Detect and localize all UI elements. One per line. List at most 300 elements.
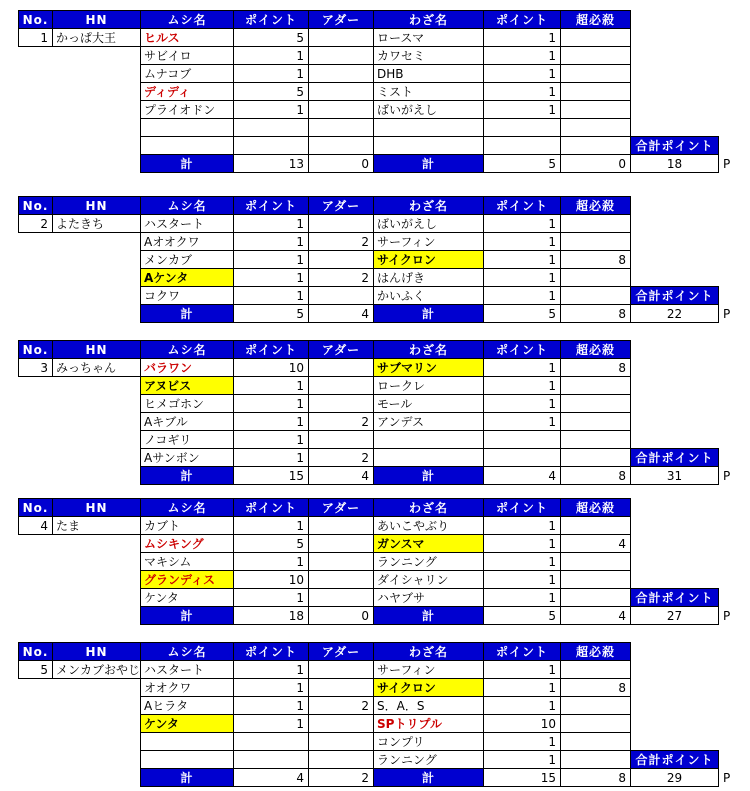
empty-cell [630,100,719,119]
adder-cell: 2 [308,412,374,431]
waza-name-cell: ミスト [373,82,484,101]
total-row [18,466,745,485]
waza-name-cell: サーフィン [373,232,484,251]
player-hn-cell: よたきち [52,214,141,233]
total-row [18,154,745,173]
adder-cell [308,250,374,269]
column-header-hn: HN [52,196,141,215]
bug-points-cell: 1 [233,588,309,607]
waza-points-cell [483,136,561,155]
empty-cell [18,304,53,323]
adder-cell [308,136,374,155]
column-header-no: No. [18,498,53,517]
column-header-adder: アダー [308,340,374,359]
table-row [18,118,745,137]
bug-total-label: 計 [140,606,234,625]
grand-total-value: 27 [630,606,719,625]
bug-points-total: 4 [233,768,309,787]
waza-points-cell: 1 [483,516,561,535]
waza-points-total: 5 [483,304,561,323]
column-header-point: ポイント [233,498,309,517]
empty-cell [18,250,53,269]
empty-cell [18,750,53,769]
adder-cell [308,214,374,233]
empty-cell [18,678,53,697]
header-row [18,642,745,661]
bug-points-cell: 1 [233,64,309,83]
super-kill-cell [560,286,631,305]
empty-cell [18,552,53,571]
waza-points-cell: 1 [483,64,561,83]
empty-cell [18,376,53,395]
column-header-point2: ポイント [483,498,561,517]
empty-cell [630,678,719,697]
waza-name-cell: ハヤブサ [373,588,484,607]
table-row [18,714,745,733]
super-kill-total: 0 [560,154,631,173]
bug-points-cell: 5 [233,82,309,101]
table-row [18,286,745,305]
empty-cell [18,606,53,625]
bug-name-cell: サビイロ [140,46,234,65]
empty-cell [52,768,141,787]
bug-points-cell: 5 [233,28,309,47]
empty-cell [52,750,141,769]
header-row [18,196,745,215]
grand-total-value: 22 [630,304,719,323]
empty-cell [18,696,53,715]
empty-cell [630,516,719,535]
table-row [18,358,745,377]
waza-points-cell: 1 [483,100,561,119]
waza-points-cell: 1 [483,214,561,233]
column-header-hn: HN [52,498,141,517]
waza-points-cell: 1 [483,82,561,101]
waza-points-cell: 10 [483,714,561,733]
empty-cell [52,696,141,715]
empty-cell [52,606,141,625]
column-header-adder: アダー [308,642,374,661]
super-kill-cell: 4 [560,534,631,553]
super-kill-total: 8 [560,768,631,787]
empty-cell [52,466,141,485]
empty-cell [52,46,141,65]
column-header-waza: わざ名 [373,642,484,661]
bug-points-cell: 1 [233,268,309,287]
column-header-point2: ポイント [483,642,561,661]
player-no-cell: 1 [18,28,53,47]
column-header-no: No. [18,340,53,359]
adder-cell: 2 [308,232,374,251]
player-hn-cell: メンカブおやじ [52,660,141,679]
bug-total-label: 計 [140,304,234,323]
bug-points-cell: 10 [233,570,309,589]
bug-points-total: 15 [233,466,309,485]
player-hn-cell: たま [52,516,141,535]
empty-cell [52,64,141,83]
super-kill-cell [560,570,631,589]
super-kill-cell [560,376,631,395]
column-header-point: ポイント [233,340,309,359]
empty-cell [52,534,141,553]
points-unit-label: P [723,306,731,321]
adder-cell [308,64,374,83]
column-header-waza: わざ名 [373,498,484,517]
bug-points-cell: 1 [233,46,309,65]
empty-cell [630,642,719,661]
empty-cell [52,250,141,269]
column-header-super: 超必殺 [560,340,631,359]
waza-total-label: 計 [373,466,484,485]
column-header-mushi: ムシ名 [140,196,234,215]
bug-name-cell: ケンタ [140,714,234,733]
bug-name-cell: Aオオクワ [140,232,234,251]
table-row [18,678,745,697]
bug-points-cell: 10 [233,358,309,377]
empty-cell [630,552,719,571]
table-row [18,448,745,467]
adder-total: 4 [308,466,374,485]
header-row [18,10,745,29]
waza-points-cell: 1 [483,660,561,679]
bug-points-cell: 1 [233,678,309,697]
table-row [18,534,745,553]
player-no-cell: 3 [18,358,53,377]
waza-name-cell: ばいがえし [373,214,484,233]
bug-name-cell: ムナコブ [140,64,234,83]
super-kill-cell [560,100,631,119]
points-unit-label: P [723,468,731,483]
waza-name-cell: S．A．S [373,696,484,715]
super-kill-cell [560,394,631,413]
waza-points-cell: 1 [483,358,561,377]
waza-name-cell: サーフィン [373,660,484,679]
bug-name-cell: Aキブル [140,412,234,431]
waza-points-total: 4 [483,466,561,485]
points-unit-label: P [723,156,731,171]
table-row [18,412,745,431]
empty-cell [18,232,53,251]
empty-cell [630,430,719,449]
empty-cell [18,268,53,287]
bug-name-cell: コクワ [140,286,234,305]
waza-points-cell: 1 [483,696,561,715]
grand-total-header: 合計ポイント [630,750,719,769]
player-table-5 [18,642,745,787]
empty-cell [630,394,719,413]
waza-name-cell: ガンスマ [373,534,484,553]
adder-cell [308,82,374,101]
waza-total-label: 計 [373,768,484,787]
column-header-super: 超必殺 [560,498,631,517]
adder-cell [308,394,374,413]
bug-points-total: 18 [233,606,309,625]
waza-points-cell [483,430,561,449]
empty-cell [630,10,719,29]
super-kill-cell: 8 [560,250,631,269]
bug-points-cell [233,732,309,751]
column-header-waza: わざ名 [373,196,484,215]
super-kill-cell [560,136,631,155]
empty-cell [630,28,719,47]
waza-points-cell: 1 [483,286,561,305]
waza-name-cell: あいこやぶり [373,516,484,535]
bug-points-cell: 1 [233,448,309,467]
empty-cell [18,82,53,101]
table-row [18,376,745,395]
empty-cell [18,46,53,65]
table-row [18,232,745,251]
super-kill-cell [560,448,631,467]
empty-cell [630,64,719,83]
adder-cell [308,286,374,305]
super-kill-cell [560,412,631,431]
empty-cell [18,136,53,155]
super-kill-cell [560,214,631,233]
empty-cell [52,448,141,467]
table-row [18,28,745,47]
table-row [18,732,745,751]
points-unit-label: P [723,770,731,785]
empty-cell [52,678,141,697]
empty-cell [630,46,719,65]
column-header-super: 超必殺 [560,196,631,215]
player-no-cell: 2 [18,214,53,233]
adder-cell [308,750,374,769]
super-kill-cell [560,714,631,733]
bug-points-cell: 1 [233,394,309,413]
empty-cell [18,714,53,733]
empty-cell [630,214,719,233]
bug-points-cell: 1 [233,516,309,535]
waza-points-total: 15 [483,768,561,787]
waza-name-cell: はんげき [373,268,484,287]
waza-name-cell: ランニング [373,750,484,769]
empty-cell [18,466,53,485]
bug-name-cell: ヒメゴホン [140,394,234,413]
waza-points-total: 5 [483,154,561,173]
waza-points-total: 5 [483,606,561,625]
bug-total-label: 計 [140,466,234,485]
super-kill-cell [560,430,631,449]
waza-name-cell: ロースマ [373,28,484,47]
adder-cell: 2 [308,268,374,287]
waza-name-cell: ダイシャリン [373,570,484,589]
empty-cell [18,732,53,751]
empty-cell [630,696,719,715]
adder-cell [308,534,374,553]
waza-points-cell: 1 [483,588,561,607]
empty-cell [630,534,719,553]
bug-points-cell: 1 [233,552,309,571]
empty-cell [18,570,53,589]
empty-cell [630,118,719,137]
column-header-point2: ポイント [483,196,561,215]
bug-name-cell [140,118,234,137]
column-header-waza: わざ名 [373,340,484,359]
player-hn-cell: みっちゃん [52,358,141,377]
player-hn-cell: かっぱ大王 [52,28,141,47]
bug-points-cell [233,118,309,137]
grand-total-header: 合計ポイント [630,136,719,155]
grand-total-value: 29 [630,768,719,787]
table-row [18,64,745,83]
super-kill-total: 4 [560,606,631,625]
empty-cell [630,570,719,589]
table-row [18,750,745,769]
bug-total-label: 計 [140,768,234,787]
waza-name-cell [373,430,484,449]
bug-total-label: 計 [140,154,234,173]
bug-points-cell [233,136,309,155]
empty-cell [52,430,141,449]
empty-cell [630,412,719,431]
waza-total-label: 計 [373,304,484,323]
table-row [18,100,745,119]
total-row [18,606,745,625]
waza-points-cell: 1 [483,28,561,47]
bug-name-cell: ハスタート [140,660,234,679]
player-table-2 [18,196,745,323]
adder-cell [308,430,374,449]
grand-total-header: 合計ポイント [630,588,719,607]
bug-points-cell: 1 [233,376,309,395]
waza-name-cell: ランニング [373,552,484,571]
bug-name-cell: Aヒラタ [140,696,234,715]
super-kill-cell [560,82,631,101]
table-row [18,250,745,269]
table-row [18,136,745,155]
adder-total: 0 [308,154,374,173]
empty-cell [630,660,719,679]
bug-points-cell: 1 [233,714,309,733]
bug-points-cell: 1 [233,696,309,715]
empty-cell [630,196,719,215]
empty-cell [18,448,53,467]
waza-name-cell [373,118,484,137]
empty-cell [52,232,141,251]
column-header-no: No. [18,196,53,215]
column-header-point: ポイント [233,642,309,661]
bug-name-cell: オオクワ [140,678,234,697]
player-no-cell: 4 [18,516,53,535]
empty-cell [52,118,141,137]
waza-points-cell [483,448,561,467]
player-table-4 [18,498,745,625]
empty-cell [630,732,719,751]
empty-cell [630,498,719,517]
bug-points-total: 5 [233,304,309,323]
bug-name-cell [140,750,234,769]
super-kill-cell: 8 [560,678,631,697]
column-header-point: ポイント [233,10,309,29]
column-header-mushi: ムシ名 [140,10,234,29]
empty-cell [630,232,719,251]
bug-name-cell: グランディス [140,570,234,589]
empty-cell [630,340,719,359]
adder-total: 2 [308,768,374,787]
waza-points-cell: 1 [483,46,561,65]
empty-cell [52,376,141,395]
empty-cell [52,412,141,431]
super-kill-cell [560,268,631,287]
header-row [18,340,745,359]
bug-name-cell: メンカブ [140,250,234,269]
empty-cell [18,430,53,449]
total-row [18,304,745,323]
waza-name-cell: DHB [373,64,484,83]
player-no-cell: 5 [18,660,53,679]
empty-cell [18,286,53,305]
adder-cell [308,100,374,119]
column-header-hn: HN [52,10,141,29]
grand-total-header: 合計ポイント [630,448,719,467]
adder-cell [308,570,374,589]
adder-cell [308,28,374,47]
bug-points-cell: 1 [233,286,309,305]
bug-name-cell: ムシキング [140,534,234,553]
bug-name-cell: Aサンボン [140,448,234,467]
bug-points-cell: 1 [233,250,309,269]
adder-cell [308,516,374,535]
bug-name-cell: カブト [140,516,234,535]
empty-cell [630,714,719,733]
table-row [18,214,745,233]
super-kill-cell: 8 [560,358,631,377]
waza-total-label: 計 [373,154,484,173]
empty-cell [52,304,141,323]
waza-points-cell: 1 [483,570,561,589]
waza-points-cell: 1 [483,552,561,571]
bug-points-cell: 1 [233,214,309,233]
waza-name-cell: アンデス [373,412,484,431]
table-row [18,516,745,535]
super-kill-cell [560,552,631,571]
empty-cell [52,552,141,571]
super-kill-cell [560,46,631,65]
bug-name-cell [140,136,234,155]
column-header-no: No. [18,642,53,661]
waza-name-cell: サイクロン [373,678,484,697]
empty-cell [630,358,719,377]
empty-cell [630,268,719,287]
grand-total-header: 合計ポイント [630,286,719,305]
bug-name-cell: ハスタート [140,214,234,233]
bug-name-cell: プライオドン [140,100,234,119]
adder-cell: 2 [308,448,374,467]
column-header-point2: ポイント [483,340,561,359]
super-kill-cell [560,696,631,715]
empty-cell [18,534,53,553]
column-header-hn: HN [52,340,141,359]
empty-cell [18,64,53,83]
waza-points-cell: 1 [483,394,561,413]
adder-cell [308,660,374,679]
waza-points-cell: 1 [483,412,561,431]
empty-cell [630,376,719,395]
empty-cell [630,82,719,101]
bug-points-cell [233,750,309,769]
empty-cell [18,154,53,173]
waza-name-cell: モール [373,394,484,413]
table-row [18,660,745,679]
waza-name-cell: サブマリン [373,358,484,377]
column-header-mushi: ムシ名 [140,498,234,517]
table-row [18,696,745,715]
column-header-waza: わざ名 [373,10,484,29]
waza-name-cell [373,136,484,155]
waza-name-cell: かいふく [373,286,484,305]
